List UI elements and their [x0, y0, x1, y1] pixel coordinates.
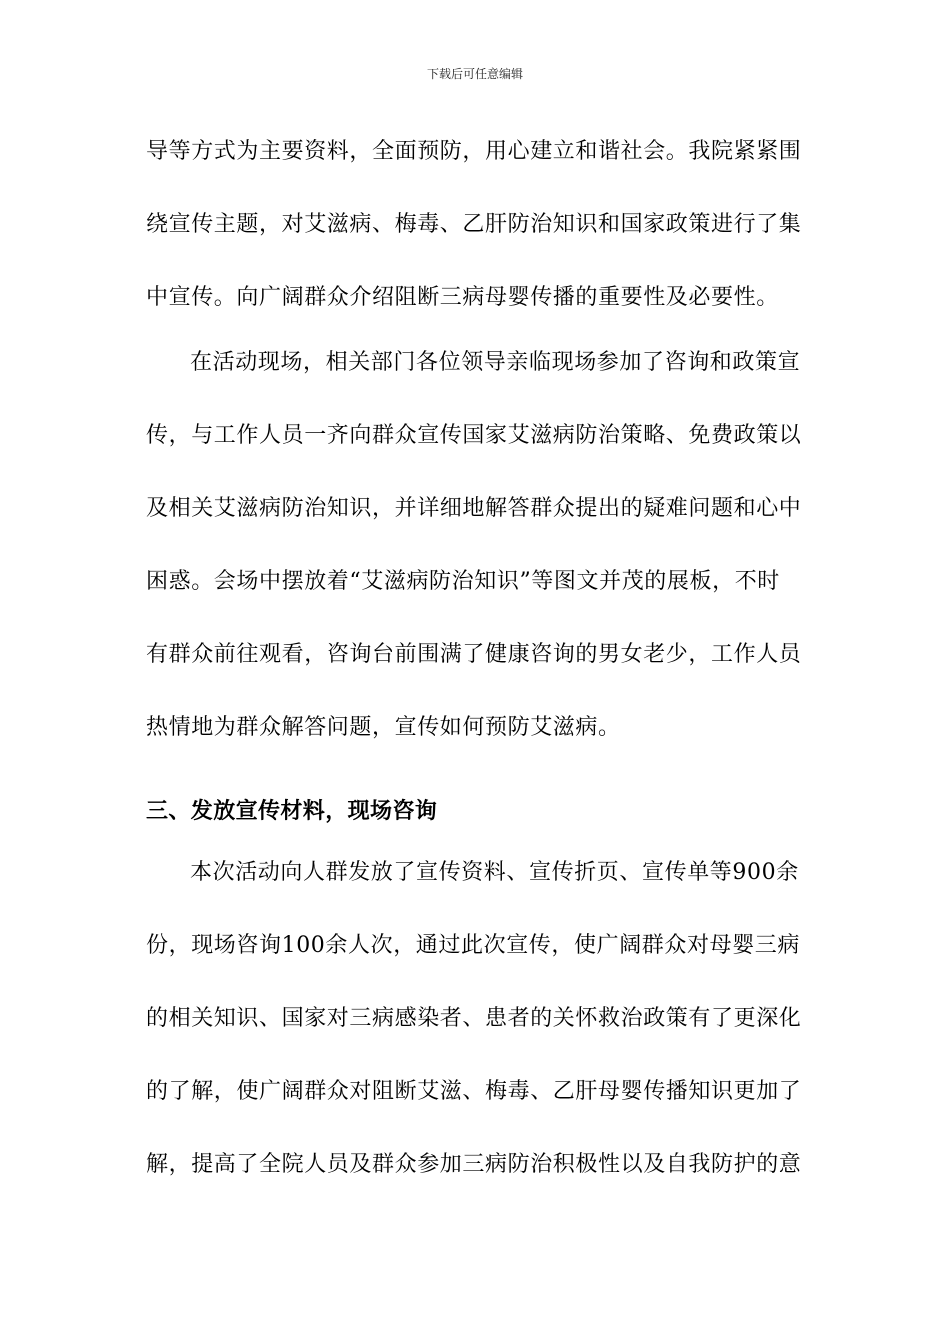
page-header: 下载后可任意编辑 — [426, 67, 523, 81]
body-line-3: 中宣传。向广阔群众介绍阻断三病母婴传播的重要性及必要性。 — [146, 285, 779, 310]
body-line-8: 有群众前往观看，咨询台前围满了健康咨询的男女老少，工作人员 — [146, 642, 802, 667]
body-line-10: 本次活动向人群发放了宣传资料、宣传折页、宣传单等900余 — [190, 860, 799, 885]
body-line-5: 传，与工作人员一齐向群众宣传国家艾滋病防治策略、免费政策以 — [146, 423, 802, 448]
body-line-6: 及相关艾滋病防治知识，并详细地解答群众提出的疑难问题和心中 — [146, 496, 802, 521]
body-line-12: 的相关知识、国家对三病感染者、患者的关怀救治政策有了更深化 — [146, 1006, 802, 1031]
body-line-4: 在活动现场，相关部门各位领导亲临现场参加了咨询和政策宣 — [190, 350, 801, 375]
body-line-13: 的了解，使广阔群众对阻断艾滋、梅毒、乙肝母婴传播知识更加了 — [146, 1079, 802, 1104]
body-line-11: 份，现场咨询100余人次，通过此次宣传，使广阔群众对母婴三病 — [146, 933, 800, 958]
body-line-7: 困惑。会场中摆放着“艾滋病防治知识”等图文并茂的展板，不时 — [146, 569, 780, 594]
section-heading: 三、发放宣传材料，现场咨询 — [146, 798, 438, 824]
body-line-1: 导等方式为主要资料，全面预防，用心建立和谐社会。我院紧紧围 — [146, 139, 802, 164]
body-line-2: 绕宣传主题，对艾滋病、梅毒、乙肝防治知识和国家政策进行了集 — [146, 212, 802, 237]
body-line-14: 解，提高了全院人员及群众参加三病防治积极性以及自我防护的意 — [146, 1152, 802, 1177]
body-line-9: 热情地为群众解答问题，宣传如何预防艾滋病。 — [146, 715, 621, 740]
